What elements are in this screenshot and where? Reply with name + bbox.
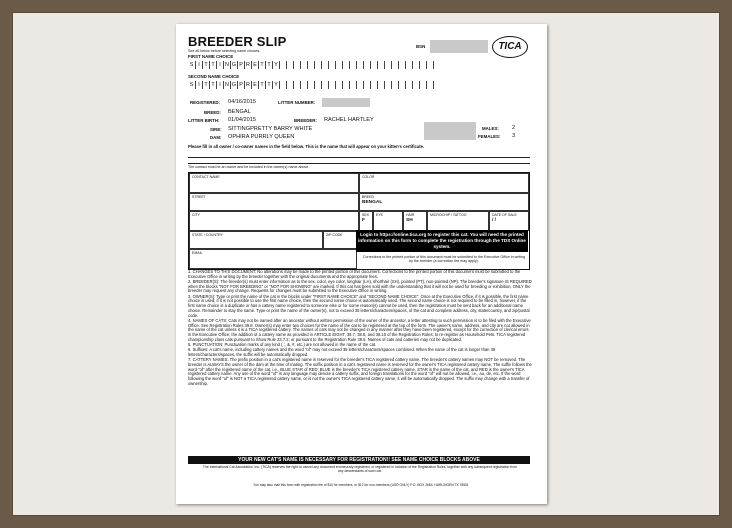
note-1: 1. CHANGES TO THIS DOCUMENT: No alterations may be made to the printed portion of this document. Corrections to the printed portion of this document must be submitted to the Executive Office in writing by the breeder together with the original documents and the appropriate fees. xyxy=(188,269,521,279)
note-5: 5. PUNCTUATION: Punctuation marks of any kind ( ;, &, #, etc.) are not allowed in the name of the cat. xyxy=(188,341,377,347)
letter-box[interactable] xyxy=(363,61,370,69)
footer-disclaimer: The International Cat Association, Inc. (TICA) reserves the right to cancel any document erroneously registered, or registered in violation of the Registration Rules, together with any subsequent registration from any descendants of such cat. xyxy=(202,465,518,474)
letter-box[interactable]: I xyxy=(195,61,202,69)
tica-logo: TICA xyxy=(492,36,528,58)
street-field[interactable]: STREET xyxy=(189,193,359,211)
letter-box[interactable]: I xyxy=(216,81,223,89)
letter-box[interactable] xyxy=(279,81,286,89)
document-title: BREEDER SLIP xyxy=(188,34,287,49)
letter-box[interactable] xyxy=(391,61,398,69)
letter-box[interactable] xyxy=(342,81,349,89)
bsn-redacted xyxy=(430,40,488,53)
breed-field[interactable]: BREED BENGAL xyxy=(359,193,529,211)
letter-box[interactable] xyxy=(342,61,349,69)
letter-box[interactable] xyxy=(398,81,405,89)
letter-box[interactable]: T xyxy=(202,61,209,69)
litter-birth-value: 01/04/2015 xyxy=(228,117,256,123)
letter-box[interactable] xyxy=(314,81,321,89)
letter-box[interactable] xyxy=(405,61,412,69)
note-6: 6. Suffixes: A cat's name, including cattery names and the word "of" may not exceed 35 letters/characters/spaces combined. When the name of the cat is longer than 35 letters/characters/spaces, the suffix will be automatically dropped. xyxy=(188,347,496,357)
letter-box[interactable] xyxy=(405,81,412,89)
letter-box[interactable] xyxy=(398,61,405,69)
letter-box[interactable] xyxy=(286,61,293,69)
letter-box[interactable] xyxy=(349,61,356,69)
letter-box[interactable]: N xyxy=(223,61,230,69)
redacted-block xyxy=(424,122,476,140)
microchip-field[interactable]: MICROCHIP / TATTOO xyxy=(427,211,489,231)
breeder-value: RACHEL HARTLEY xyxy=(324,117,374,123)
letter-box[interactable] xyxy=(391,81,398,89)
letter-box[interactable] xyxy=(300,81,307,89)
letter-box[interactable]: R xyxy=(244,81,251,89)
letter-box[interactable] xyxy=(321,61,328,69)
males-label: MALES: xyxy=(482,126,499,131)
zip-field[interactable]: ZIP CODE xyxy=(323,231,357,249)
registration-warning-bar: YOUR NEW CAT'S NAME IS NECESSARY FOR REGISTRATION!! SEE NAME CHOICE BLOCKS ABOVE xyxy=(188,456,530,464)
litter-number-label: LITTER NUMBER: xyxy=(278,100,316,105)
letter-box[interactable] xyxy=(426,61,433,69)
letter-box[interactable] xyxy=(279,61,286,69)
letter-box[interactable]: N xyxy=(223,81,230,89)
letter-box[interactable] xyxy=(356,81,363,89)
letter-box[interactable]: T xyxy=(258,61,265,69)
letter-box[interactable] xyxy=(433,61,440,69)
letter-box[interactable]: T xyxy=(258,81,265,89)
letter-box[interactable]: T xyxy=(265,81,272,89)
contact-name-field[interactable]: CONTACT NAME xyxy=(189,173,359,193)
city-field[interactable]: CITY xyxy=(189,211,359,231)
note-7: 7. CATTERY NAMES: The prefix position in a cat's registered name is reserved for the breeder's TICA registered cattery name. The breeder's cattery names may NOT be removed. The breeder is ALWAYS the owner of the dam at the time of mating. The suffix position in a cat's registered name is reserved for the owner's TICA registered cattery name. The suffix follows the word "of" after the registered name of the cat, i.e., BLUE STAR of RED; BLUE is the breeder's TICA registered cattery name, STAR is the name of the cat, and RED is the owner's TICA registered cattery name. Any use of the word "of" in any language may denote a cattery suffix, and foreign translations for the word "of" will not be allowed, i.e., au, de, etc. If the word following the word "of" is NOT a TICA registered cattery name, or is not the owner's TICA registered cattery name, it will be automatically dropped. The suffix may change with a transfer of ownership. xyxy=(188,357,532,386)
letter-box[interactable] xyxy=(370,81,377,89)
date-of-sale-field[interactable]: DATE OF SALE / / xyxy=(489,211,529,231)
bsn-label: BSN xyxy=(416,44,426,49)
males-value: 2 xyxy=(512,125,516,131)
letter-box[interactable] xyxy=(300,61,307,69)
eye-field[interactable]: EYE xyxy=(373,211,403,231)
second-name-boxes[interactable] xyxy=(188,81,440,89)
letter-box[interactable]: S xyxy=(189,82,194,88)
letter-box[interactable]: E xyxy=(251,61,258,69)
sire-label: SIRE: xyxy=(210,127,222,132)
letter-box[interactable]: I xyxy=(216,61,223,69)
letter-box[interactable] xyxy=(307,61,314,69)
first-name-label: FIRST NAME CHOICE xyxy=(188,54,234,59)
letter-box[interactable] xyxy=(370,61,377,69)
letter-box[interactable]: T xyxy=(209,81,216,89)
letter-box[interactable] xyxy=(426,81,433,89)
note-3: 3. OWNER(S): Type or print the name of the cat in the blocks under "FIRST NAME CHOICE" and "SECOND NAME CHOICE". Once at the Executive Office, if it is possible, the first name choice is used; if it is not possible to use the first name choice, then the second name choice is automatically used. The second name choice is not required to be filled in, however, if the first name choice is a duplicate or has a cattery name registered to someone else or for some reason(s) cannot be used, then the registration must be sent back for an additional name choice. Remainder to stay the same. Type or print the name of the owner(s), not to exceed 35 letters/characters/spaces, of the cat and complete address, city, state/country, and zip/postal code. xyxy=(188,293,530,318)
email-field[interactable]: EMAIL xyxy=(189,249,357,269)
breed-value: BENGAL xyxy=(228,109,251,115)
letter-box[interactable]: P xyxy=(237,81,244,89)
letter-box[interactable] xyxy=(412,81,419,89)
letter-box[interactable] xyxy=(419,61,426,69)
dam-value: OPHIRA PURRLY QUEEN xyxy=(228,134,295,140)
letter-box[interactable] xyxy=(419,81,426,89)
contact-note: The contact must be an owner and be included in the owner(s) name above. xyxy=(188,165,310,169)
letter-box[interactable] xyxy=(314,61,321,69)
letter-box[interactable] xyxy=(307,81,314,89)
online-registration-box: Login to https://online.tica.org to register this cat. You will need the printed information on this form to complete the registration through the TDS Online system. xyxy=(356,230,528,252)
letter-box[interactable]: Y xyxy=(272,61,279,69)
letter-box[interactable] xyxy=(356,61,363,69)
letter-box[interactable] xyxy=(335,81,342,89)
breed-label: BREED: xyxy=(204,110,221,115)
letter-box[interactable]: G xyxy=(231,82,237,88)
letter-box[interactable]: E xyxy=(251,81,258,89)
letter-box[interactable]: Y xyxy=(272,81,279,89)
hair-field[interactable]: HAIR SH xyxy=(403,211,427,231)
sire-value: SITTINGPRETTY BARRY WHITE xyxy=(228,126,313,132)
dam-label: DAM: xyxy=(210,135,222,140)
letter-box[interactable]: R xyxy=(244,61,251,69)
letter-box[interactable]: T xyxy=(209,61,216,69)
registered-label: REGISTERED: xyxy=(190,100,221,105)
letter-box[interactable]: P xyxy=(237,61,244,69)
color-field[interactable]: COLOR xyxy=(359,173,529,193)
rules-notes xyxy=(188,270,532,387)
letter-box[interactable] xyxy=(433,81,440,89)
letter-box[interactable]: S xyxy=(189,62,194,68)
letter-box[interactable] xyxy=(349,81,356,89)
owner-name-line-2[interactable] xyxy=(188,157,530,164)
registered-value: 04/16/2015 xyxy=(228,99,256,105)
females-label: FEMALES: xyxy=(478,134,501,139)
fill-instruction: Please fill in all owner / co-owner names in the field below. This is the name that will appear on your kitten's certificate. xyxy=(188,144,425,149)
letter-box[interactable]: T xyxy=(265,61,272,69)
letter-box[interactable] xyxy=(377,81,384,89)
note-4: 4. NAMES OF CATS: Cats may not be named after an ancestor without written permission of the owner of the ancestor, a letter attesting to such permission is to be filed with the Executive Office. See Registration Rules 39.8. Owner(s) may enter two choices for the name of the cat to be registered at the top of the form. The owner's name, address, and city are not allowed in the name of the cat unless it is a TICA registered cattery. The names of cats may not be changed in any manner after they have been registered, except for the correction of clerical errors in the Executive Office; the addition of a cattery name as provided in ARTICLE EIGHT, 38.7, 38.8, and 38.10 of the Registration Rules; to re-register as Household Pets. TICA registered championship class cats pursuant to Show Rule 23.7.2; or pursuant to the Registration Rule 39.5. Names of cats and catteries may not be duplicated. xyxy=(188,317,531,342)
first-name-boxes[interactable] xyxy=(188,61,440,69)
letter-box[interactable] xyxy=(321,81,328,89)
letter-box[interactable] xyxy=(384,81,391,89)
letter-box[interactable] xyxy=(412,61,419,69)
breeder-label: BREEDER: xyxy=(294,118,317,123)
letter-box[interactable]: I xyxy=(195,81,202,89)
litter-birth-label: LITTER BIRTH: xyxy=(188,118,220,123)
subtitle-note: See #6 below before selecting name choices. xyxy=(188,49,261,53)
breeder-slip-document xyxy=(176,24,547,504)
litter-number-redacted xyxy=(322,98,370,107)
letter-box[interactable] xyxy=(363,81,370,89)
letter-box[interactable] xyxy=(377,61,384,69)
sex-field[interactable]: SEX F xyxy=(359,211,373,231)
correction-note: Corrections to the printed portion of this document must be submitted to the Executive Office in writing by the breeder (a correction fee may apply). xyxy=(362,255,526,264)
females-value: 3 xyxy=(512,133,516,139)
letter-box[interactable] xyxy=(286,81,293,89)
state-field[interactable]: STATE / COUNTRY xyxy=(189,231,323,249)
note-2: 2. BREEDER(S): The breeder(s) must enter information as to the sex, color, eye color, longhair (LH), shorthair (SH), pointed (PT), non-pointed (NP). The breeder's signature IS REQUIRED when the blocks "NOT FOR BREEDING" or "NOT FOR SHOWING" are marked. If this cat has been sold with the understanding that it will not be used for breeding or exhibition, ONLY the breeder may request any change. Requests for changes must be submitted to the Executive Office in writing. xyxy=(188,279,532,294)
second-name-label: SECOND NAME CHOICE xyxy=(188,74,240,79)
letter-box[interactable]: T xyxy=(202,81,209,89)
letter-box[interactable] xyxy=(328,61,335,69)
letter-box[interactable] xyxy=(293,61,300,69)
letter-box[interactable] xyxy=(384,61,391,69)
letter-box[interactable]: G xyxy=(231,62,237,68)
footer-fee-note: You may also mail this form with registration fee of $10 for members, or $12 for non-members (USD ONLY) P.O. BOX 2684, HARLINGEN TX 78551 xyxy=(253,483,469,487)
letter-box[interactable] xyxy=(335,61,342,69)
letter-box[interactable] xyxy=(293,81,300,89)
letter-box[interactable] xyxy=(328,81,335,89)
